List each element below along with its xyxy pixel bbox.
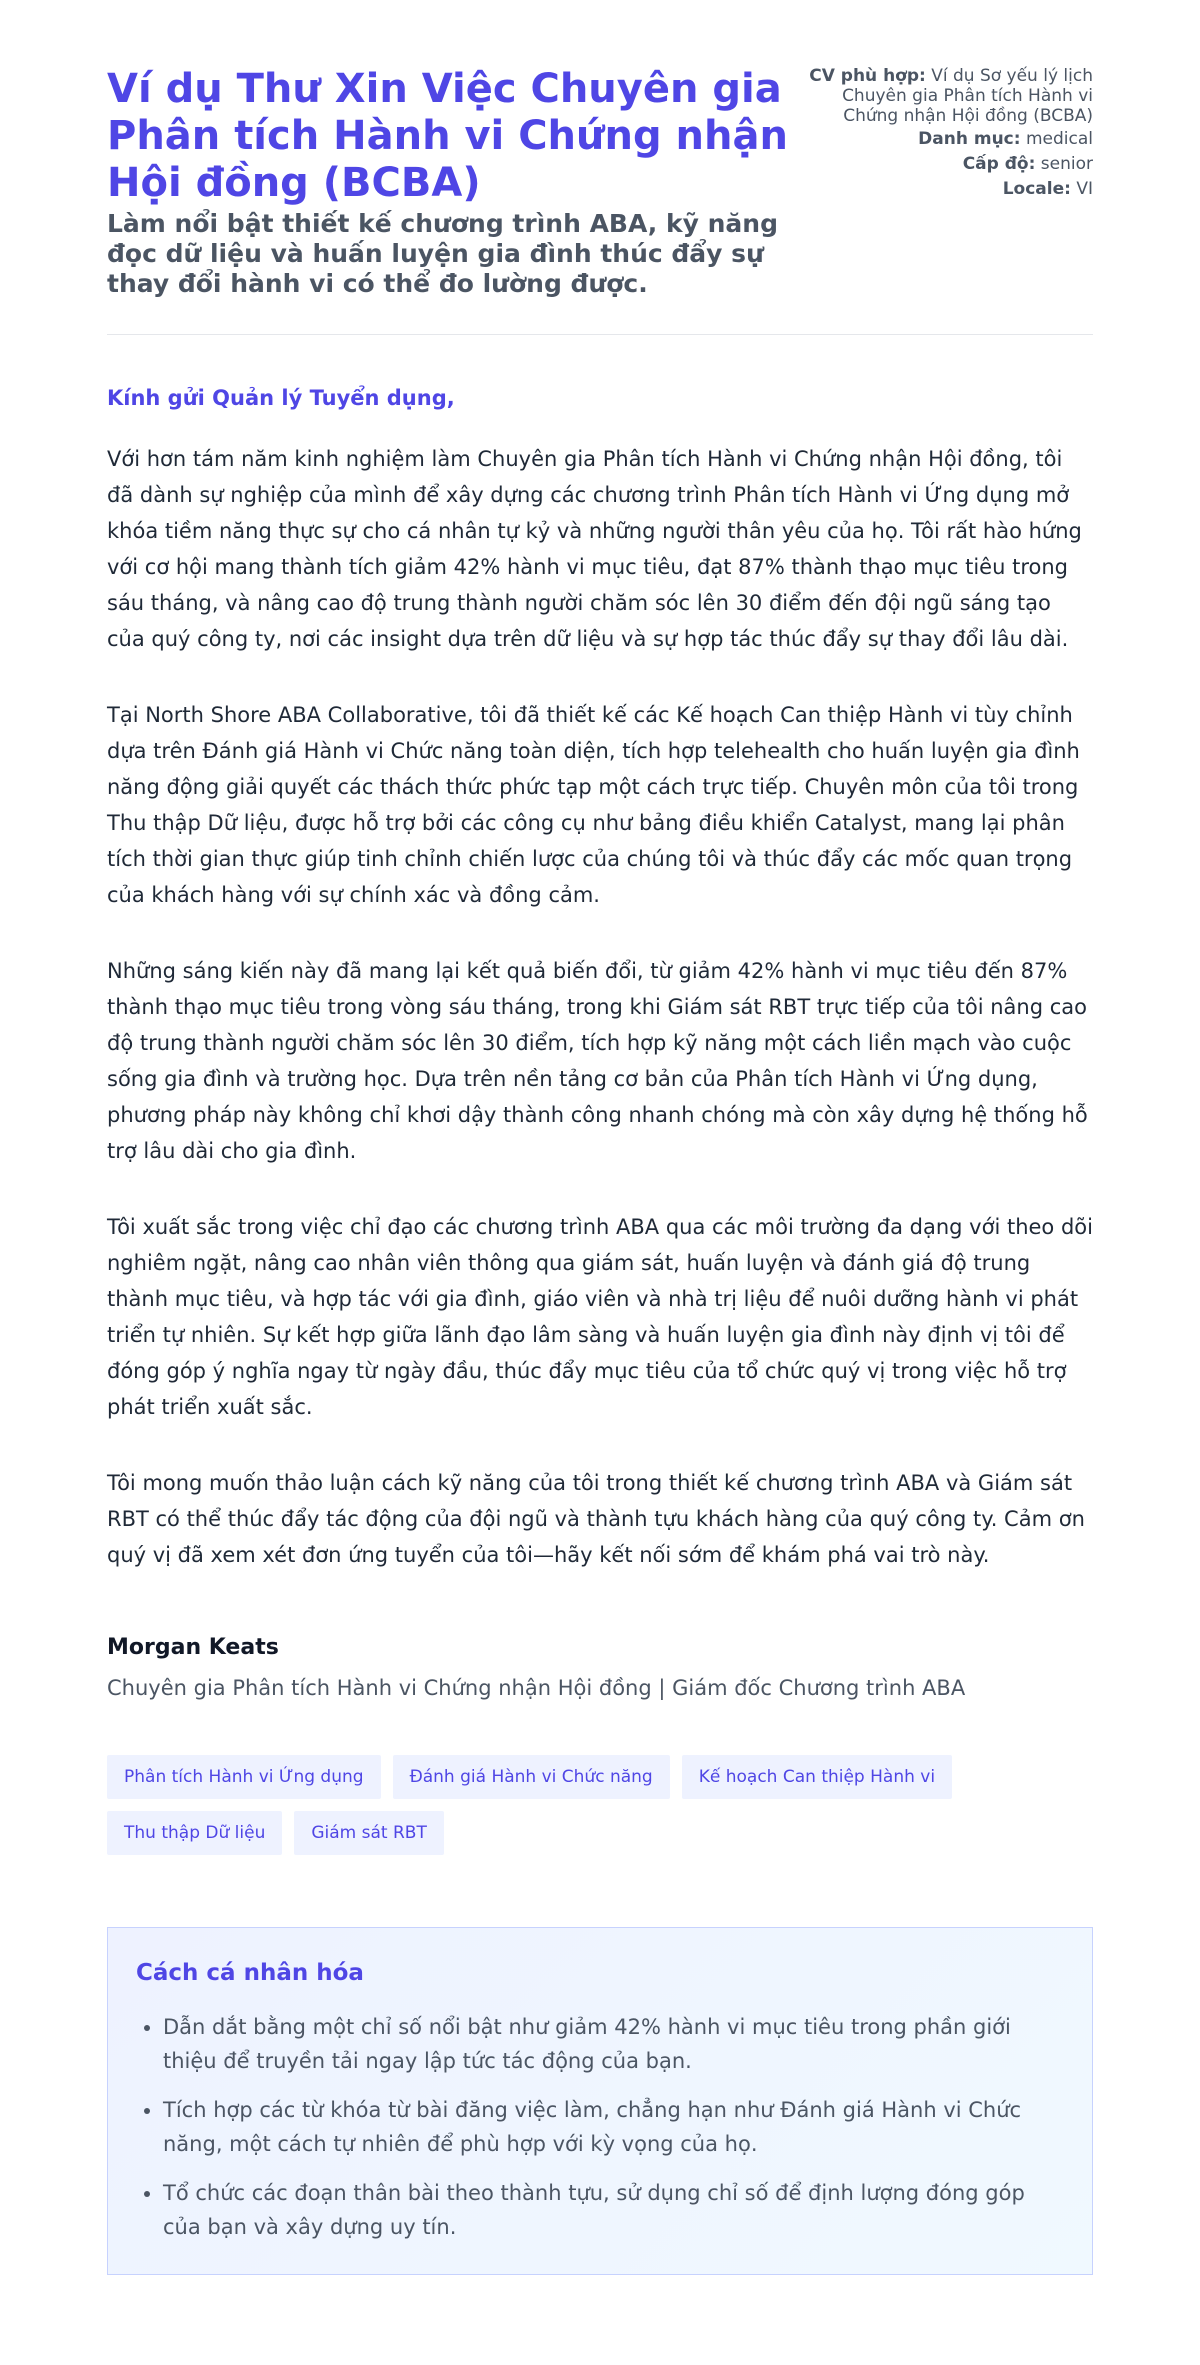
skill-tag: Giám sát RBT: [294, 1811, 443, 1855]
meta-locale-label: Locale:: [1002, 179, 1071, 199]
letter-paragraph: Với hơn tám năm kinh nghiệm làm Chuyên gia Phân tích Hành vi Chứng nhận Hội đồng, tôi đã dành sự nghiệp của mình để xây dựng các chương trình Phân tích Hành vi Ứng dụng mở khóa tiềm năng thực sự cho cá nhân tự kỷ và những người thân yêu của họ. Tôi rất hào hứng với cơ hội mang thành tích giảm 42% hành vi mục tiêu, đạt 87% thành thạo mục tiêu trong sáu tháng, và nâng cao độ trung thành người chăm sóc lên 30 điểm đến đội ngũ sáng tạo của quý công ty, nơi các insight dựa trên dữ liệu và sự hợp tác thúc đẩy sự thay đổi lâu dài.: [107, 447, 1082, 651]
tip-item: • Tổ chức các đoạn thân bài theo thành tựu, sử dụng chỉ số để định lượng đóng góp của bạn và xây dựng uy tín.: [163, 2176, 1064, 2244]
skill-tag: Kế hoạch Can thiệp Hành vi: [682, 1755, 952, 1799]
letter-body: [107, 441, 1093, 1573]
tip-item: • Dẫn dắt bằng một chỉ số nổi bật như giảm 42% hành vi mục tiêu trong phần giới thiệu để truyền tải ngay lập tức tác động của bạn.: [163, 2010, 1064, 2078]
page-header: [107, 66, 1093, 335]
page-title: Ví dụ Thư Xin Việc Chuyên gia Phân tích Hành vi Chứng nhận Hội đồng (BCBA): [107, 66, 788, 206]
skill-tag: Đánh giá Hành vi Chức năng: [393, 1755, 670, 1799]
signature-block: [107, 1633, 1093, 1703]
letter-paragraph: Tôi xuất sắc trong việc chỉ đạo các chương trình ABA qua các môi trường đa dạng với theo dõi nghiêm ngặt, nâng cao nhân viên thông qua giám sát, huấn luyện và đánh giá độ trung thành mục tiêu, và hợp tác với gia đình, giáo viên và nhà trị liệu để nuôi dưỡng hành vi phát triển tự nhiên. Sự kết hợp giữa lãnh đạo lâm sàng và huấn luyện gia đình này định vị tôi để đóng góp ý nghĩa ngay từ ngày đầu, thúc đẩy mục tiêu của tổ chức quý vị trong việc hỗ trợ phát triển xuất sắc.: [107, 1215, 1093, 1419]
letter-salutation: Kính gửi Quản lý Tuyển dụng,: [107, 386, 455, 410]
meta-locale: [808, 179, 1093, 199]
meta-category: [808, 129, 1093, 149]
meta-cv-value[interactable]: Ví dụ Sơ yếu lý lịch Chuyên gia Phân tích Hành vi Chứng nhận Hội đồng (BCBA): [842, 66, 1093, 126]
meta-category-value: medical: [1025, 129, 1093, 149]
meta-level-value: senior: [1040, 154, 1093, 174]
tip-item: • Tích hợp các từ khóa từ bài đăng việc làm, chẳng hạn như Đánh giá Hành vi Chức năng, một cách tự nhiên để phù hợp với kỳ vọng của họ.: [163, 2093, 1064, 2161]
letter-paragraph: Những sáng kiến này đã mang lại kết quả biến đổi, từ giảm 42% hành vi mục tiêu đến 87% thành thạo mục tiêu trong vòng sáu tháng, trong khi Giám sát RBT trực tiếp của tôi nâng cao độ trung thành người chăm sóc lên 30 điểm, tích hợp kỹ năng một cách liền mạch vào cuộc sống gia đình và trường học. Dựa trên nền tảng cơ bản của Phân tích Hành vi Ứng dụng, phương pháp này không chỉ khơi dậy thành công nhanh chóng mà còn xây dựng hệ thống hỗ trợ lâu dài cho gia đình.: [107, 959, 1088, 1163]
skill-tags: [107, 1755, 1007, 1855]
header-title-block: [107, 66, 807, 299]
tips-title: Cách cá nhân hóa: [136, 1960, 364, 1986]
meta-level-label: Cấp độ:: [962, 154, 1036, 174]
skill-tag: Phân tích Hành vi Ứng dụng: [107, 1755, 381, 1799]
meta-locale-value: VI: [1076, 179, 1093, 199]
personalization-tips: [107, 1927, 1093, 2275]
meta-level: [808, 154, 1093, 174]
meta-panel: [808, 66, 1093, 204]
meta-category-label: Danh mục:: [918, 129, 1021, 149]
meta-cv: [808, 66, 1093, 126]
meta-cv-label: CV phù hợp:: [809, 66, 926, 86]
skill-tag: Thu thập Dữ liệu: [107, 1811, 282, 1855]
page-subtitle: Làm nổi bật thiết kế chương trình ABA, kỹ năng đọc dữ liệu và huấn luyện gia đình thúc đẩy sự thay đổi hành vi có thể đo lường được.: [107, 209, 778, 298]
signature-role: Chuyên gia Phân tích Hành vi Chứng nhận Hội đồng | Giám đốc Chương trình ABA: [107, 1676, 966, 1700]
signature-name: Morgan Keats: [107, 1635, 279, 1660]
letter-paragraph: Tại North Shore ABA Collaborative, tôi đã thiết kế các Kế hoạch Can thiệp Hành vi tùy chỉnh dựa trên Đánh giá Hành vi Chức năng toàn diện, tích hợp telehealth cho huấn luyện gia đình năng động giải quyết các thách thức phức tạp một cách trực tiếp. Chuyên môn của tôi trong Thu thập Dữ liệu, được hỗ trợ bởi các công cụ như bảng điều khiển Catalyst, mang lại phân tích thời gian thực giúp tinh chỉnh chiến lược của chúng tôi và thúc đẩy các mốc quan trọng của khách hàng với sự chính xác và đồng cảm.: [107, 703, 1080, 907]
letter-paragraph: Tôi mong muốn thảo luận cách kỹ năng của tôi trong thiết kế chương trình ABA và Giám sát RBT có thể thúc đẩy tác động của đội ngũ và thành tựu khách hàng của quý công ty. Cảm ơn quý vị đã xem xét đơn ứng tuyển của tôi—hãy kết nối sớm để khám phá vai trò này.: [107, 1471, 1085, 1567]
tips-list: [136, 2010, 1064, 2244]
